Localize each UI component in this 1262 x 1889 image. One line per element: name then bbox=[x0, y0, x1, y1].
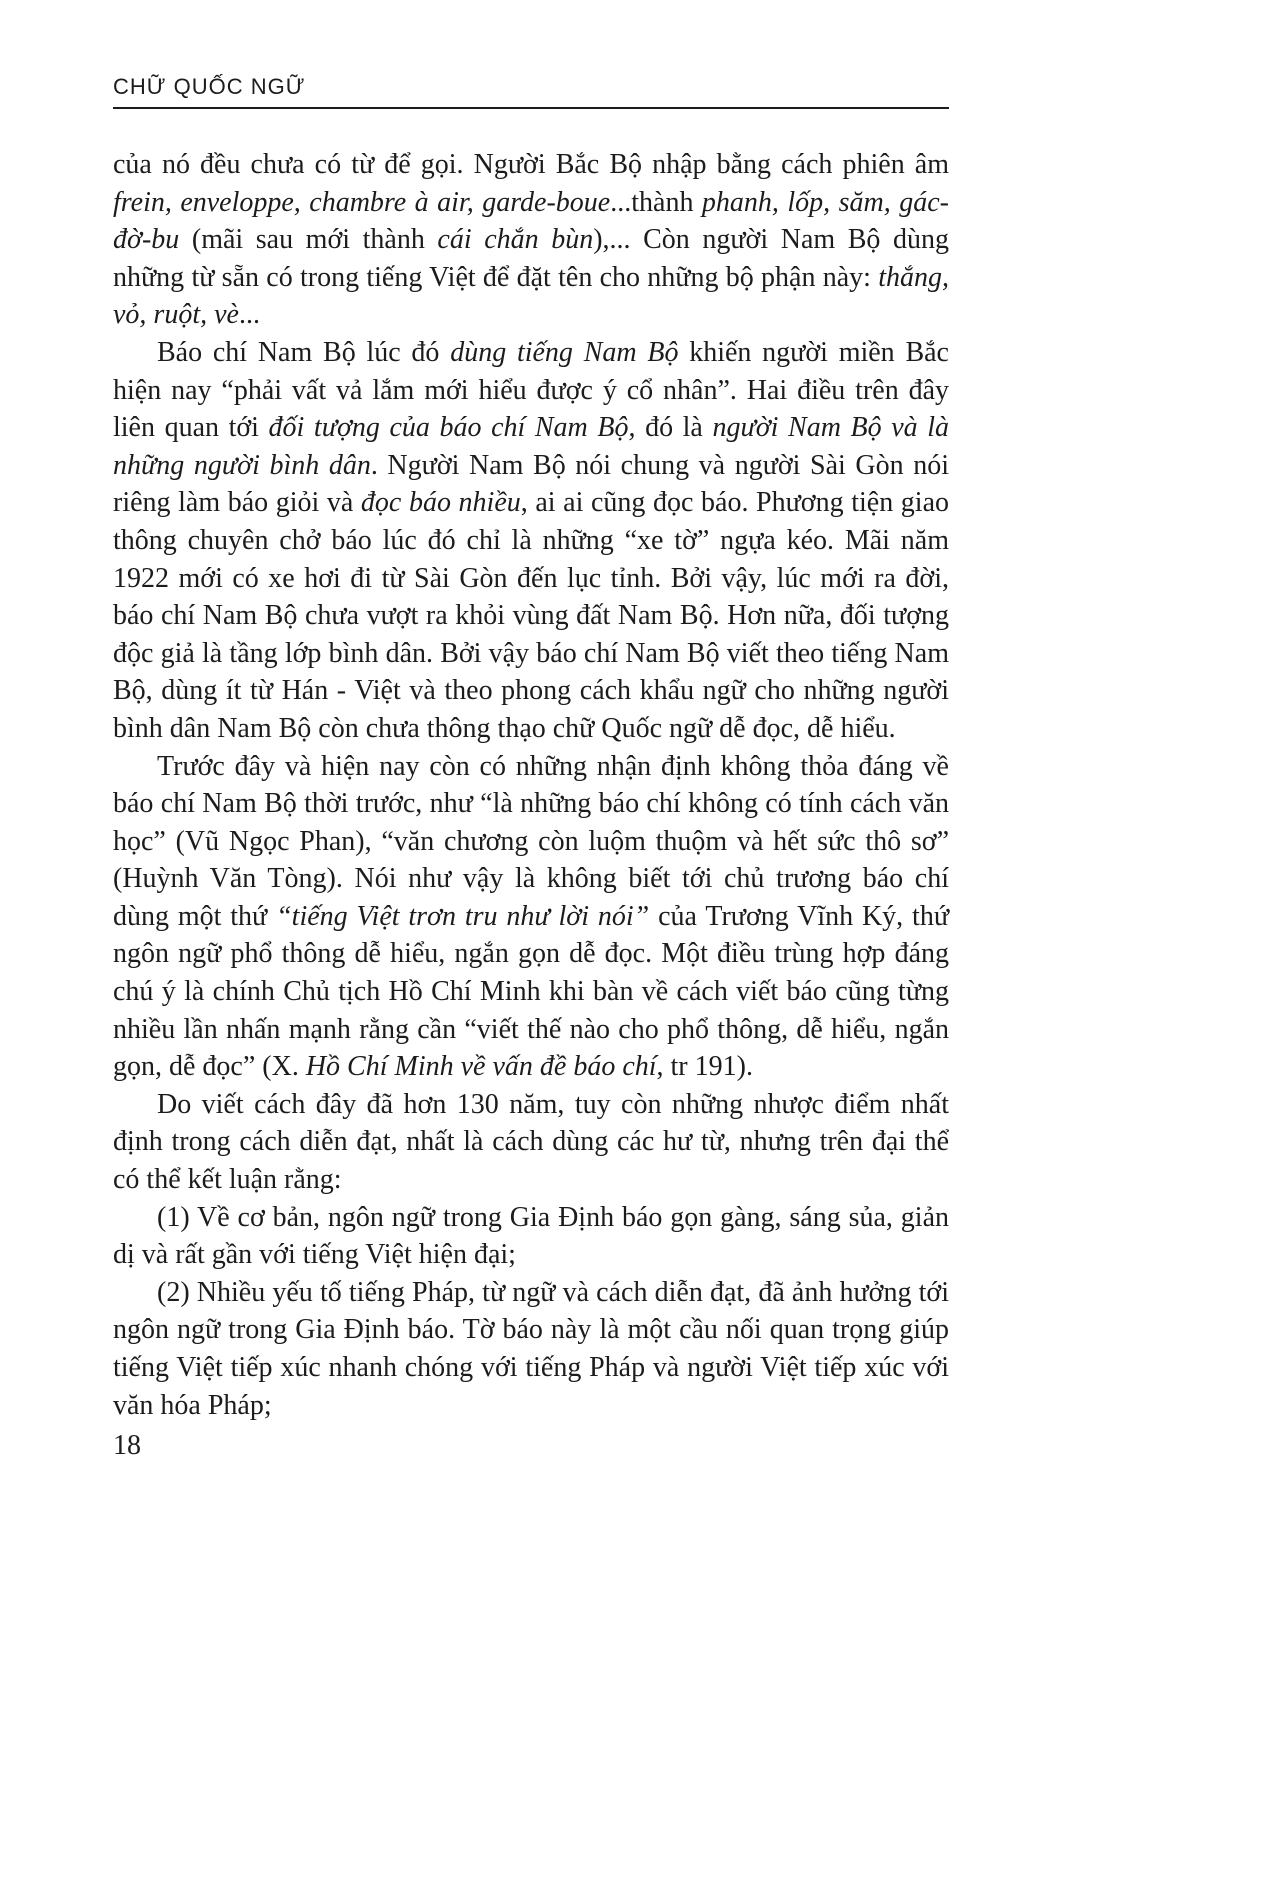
paragraph bbox=[113, 146, 949, 334]
paragraph bbox=[113, 1199, 949, 1274]
text-segment: Báo chí Nam Bộ lúc đó bbox=[157, 336, 451, 368]
text-segment: Do viết cách đây đã hơn 130 năm, tuy còn những nhược điểm nhất định trong cách diễn đạt, nhất là cách dùng các hư từ, nhưng trên đại thể có thể kết luận rằng: bbox=[113, 1088, 949, 1196]
body-text bbox=[113, 146, 949, 1424]
text-segment: . Người Nam Bộ nói chung và người Sài Gòn nói riêng làm báo giỏi và bbox=[113, 449, 950, 519]
text-segment: , ai ai cũng đọc báo. Phương tiện giao thông chuyên chở báo lúc đó chỉ là những “xe tờ” ngựa kéo. Mãi năm 1922 mới có xe hơi đi từ Sài Gòn đến lục tỉnh. Bởi vậy, lúc mới ra đời, báo chí Nam Bộ chưa vượt ra khỏi vùng đất Nam Bộ. Hơn nữa, đối tượng độc giả là tầng lớp bình dân. Bởi vậy báo chí Nam Bộ viết theo tiếng Nam Bộ, dùng ít từ Hán - Việt và theo phong cách khẩu ngữ cho những người bình dân Nam Bộ còn chưa thông thạo chữ Quốc ngữ dễ đọc, dễ hiểu. bbox=[113, 487, 949, 744]
text-segment: , tr 191). bbox=[656, 1051, 753, 1083]
italic-text-segment: frein, enveloppe, chambre à air, garde-boue bbox=[113, 186, 611, 218]
text-segment: (mãi sau mới thành bbox=[179, 224, 438, 256]
paragraph bbox=[113, 1086, 949, 1199]
paragraph bbox=[113, 334, 949, 748]
page-number: 18 bbox=[113, 1430, 141, 1461]
italic-text-segment: đọc báo nhiều bbox=[360, 487, 521, 519]
paragraph bbox=[113, 1274, 949, 1424]
italic-text-segment: cái chắn bùn bbox=[437, 224, 594, 256]
italic-text-segment: thắng, vỏ, ruột, vè bbox=[113, 261, 949, 331]
text-segment: của Trương Vĩnh Ký, thứ ngôn ngữ phổ thông dễ hiểu, ngắn gọn dễ đọc. Một điều trùng hợp đáng chú ý là chính Chủ tịch Hồ Chí Minh khi bàn về cách viết báo cũng từng nhiều lần nhấn mạnh rằng cần “viết thế nào cho phổ thông, dễ hiểu, ngắn gọn, dễ đọc” (X. bbox=[113, 900, 949, 1083]
text-segment: ...thành bbox=[610, 186, 702, 218]
text-segment: khiến người miền Bắc hiện nay “phải vất vả lắm mới hiểu được ý cổ nhân”. Hai điều trên đây liên quan tới bbox=[113, 336, 949, 444]
italic-text-segment: “tiếng Việt trơn tru như lời nói” bbox=[276, 900, 650, 932]
text-segment: Trước đây và hiện nay còn có những nhận định không thỏa đáng về báo chí Nam Bộ thời trước, như “là những báo chí không có tính cách văn học” (Vũ Ngọc Phan), “văn chương còn luộm thuộm và hết sức thô sơ” (Huỳnh Văn Tòng). Nói như vậy là không biết tới chủ trương báo chí dùng một thứ bbox=[113, 750, 949, 932]
italic-text-segment: dùng tiếng Nam Bộ bbox=[450, 336, 679, 368]
italic-text-segment: đối tượng của báo chí Nam Bộ, bbox=[268, 412, 636, 444]
text-segment: ... bbox=[238, 299, 260, 331]
italic-text-segment: phanh, lốp, săm, gác-đờ-bu bbox=[113, 186, 949, 256]
italic-text-segment: người Nam Bộ và là những người bình dân bbox=[113, 412, 949, 481]
text-segment: (2) Nhiều yếu tố tiếng Pháp, từ ngữ và cách diễn đạt, đã ảnh hưởng tới ngôn ngữ trong Gia Định báo. Tờ báo này là một cầu nối quan trọng giúp tiếng Việt tiếp xúc nhanh chóng với tiếng Pháp và người Việt tiếp xúc với văn hóa Pháp; bbox=[113, 1276, 949, 1421]
paragraph bbox=[113, 748, 949, 1086]
text-segment: của nó đều chưa có từ để gọi. Người Bắc Bộ nhập bằng cách phiên âm bbox=[113, 149, 949, 180]
italic-text-segment: Hồ Chí Minh về vấn đề báo chí bbox=[305, 1051, 657, 1083]
text-segment: đó là bbox=[635, 412, 713, 444]
running-header: CHỮ QUỐC NGỮ bbox=[113, 74, 949, 109]
text-segment: (1) Về cơ bản, ngôn ngữ trong Gia Định báo gọn gàng, sáng sủa, giản dị và rất gần với tiếng Việt hiện đại; bbox=[113, 1201, 949, 1271]
text-segment: ),... Còn người Nam Bộ dùng những từ sẵn có trong tiếng Việt để đặt tên cho những bộ phận này: bbox=[113, 224, 949, 293]
